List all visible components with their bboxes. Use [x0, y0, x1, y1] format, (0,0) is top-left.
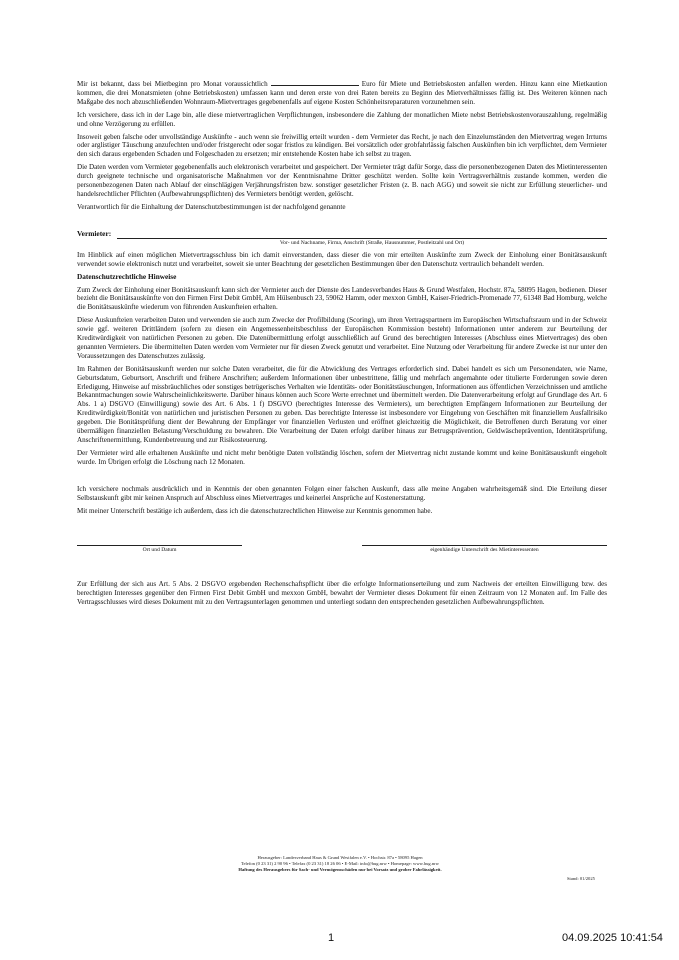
footer-contact: Telefon (0 23 31) 2 90 96 • Telefax (0 23 31) 18 26 06 • E-Mail: info@hug.nrw • Homepage: www.hug.nrw [241, 861, 439, 866]
landlord-field [77, 230, 607, 239]
rent-amount-blank[interactable] [271, 78, 359, 86]
landlord-input-line[interactable] [117, 230, 607, 239]
assurance-paragraph: Ich versichere nochmals ausdrücklich und in Kenntnis der oben genannten Folgen einer falschen Auskunft, dass alle meine Angaben wahrheitsgemäß sind. Die Erteilung dieser Selbstauskunft gibt mir keinen Anspruch auf Abschluss eines Mietvertrages und keinerlei Ansprüche auf Kostenerstattung. [77, 484, 607, 502]
signature-field[interactable] [362, 545, 607, 554]
consent-paragraph: Im Hinblick auf einen möglichen Mietvertragsschluss bin ich damit einverstanden, dass dieser die von mir erteilten Auskünfte zum Zweck der Einholung einer Bonitätsauskunft verwendet sowie elektronisch nutzt und verarbeitet, soweit sie unter Beachtung der gesetzlichen Bestimmungen über den Datenschutz vertraulich behandelt werden. [77, 250, 607, 268]
credit-check-paragraph: Zum Zweck der Einholung einer Bonitätsauskunft kann sich der Vermieter auch der Dienste des Landesverbandes Haus & Grund Westfalen, Hochstr. 87a, 58095 Hagen, bedienen. Dieser bezieht die Bonitätsauskünfte von den Firmen First Debit GmbH, Am Hülsenbusch 23, 59062 Hamm, oder mexxon GmbH, Kaiser-Friedrich-Promenade 77, 61348 Bad Homburg, welche die Bonitätsauskünfte wiederum von führenden Auskunfteien erhalten. [77, 285, 607, 312]
footer-publisher: Herausgeber: Landesverband Haus & Grund Westfalen e.V. • Hochstr. 87a • 58095 Hagen [257, 855, 423, 860]
document-body [77, 78, 607, 611]
credit-agencies-paragraph: Diese Auskunfteien verarbeiten Daten und verwenden sie auch zum Zwecke der Profilbildung (Scoring), um ihren Vertragspartnern im Europäischen Wirtschaftsraum und in der Schweiz sowie ggf. weiteren Drittländern (sofern zu diesen ein Angemessenheitsbeschluss der Europäischen Kommission besteht) Informationen unter anderem zur Beurteilung der Kreditwürdigkeit von natürlichen Personen zu geben. Die Datenübermittlung erfolgt ausschließlich auf Grund des berechtigten Interesses (Abschluss eines Mietvertrages) des oben genannten Vermieters. Die übermittelten Daten werden vom Vermieter nur für diesen Zweck genutzt und verarbeitet. Eine Nutzung oder Verarbeitung für andere Zwecke ist nur unter den Voraussetzungen des Datenschutzes zulässig. [77, 316, 607, 360]
obligation-paragraph: Ich versichere, dass ich in der Lage bin, alle diese mietvertraglichen Verpflichtungen, insbesondere die Zahlung der monatlichen Miete nebst Betriebskostenvorauszahlung, regelmäßig und ohne Verzögerung zu erfüllen. [77, 110, 607, 128]
rent-paragraph [77, 78, 607, 107]
signature-row [77, 545, 607, 554]
privacy-heading: Datenschutzrechtliche Hinweise [77, 271, 177, 281]
data-processing-paragraph: Im Rahmen der Bonitätsauskunft werden nur solche Daten verarbeitet, die für die Abwicklung des Vertrages erforderlich sind. Dabei handelt es sich um Personendaten, wie Name, Geburtsdatum, Geburtsort, Anschrift und frühere Anschriften; außerdem Informationen über unbestrittene, fällig und mehrfach angemahnte oder titulierte Forderungen sowie deren Erledigung, Hinweise auf missbräuchliches oder sonstiges betrügerisches Verhalten wie Identitäts- oder Bonitätstäuschungen, Informationen aus öffentlichen Verzeichnissen und amtliche Bekanntmachungen sowie Wahrscheinlichkeitswerte. Darüber hinaus können auch Score Werte errechnet und übermittelt werden. Die Datenverarbeitung erfolgt auf Grundlage des Art. 6 Abs. 1 a) DSGVO (Einwilligung) sowie des Art. 6 Abs. 1 f) DSGVO (berechtigtes Interesse des Vermieters), um berechtigten Empfängern Informationen zur Beurteilung der Kreditwürdigkeit/Bonität von natürlichen und juristischen Personen zu geben. Das berechtigte Interesse ist insbesondere vor Eingehung von Geschäften mit finanziellem Ausfallrisiko gegeben. Die Bonitätsprüfung dient der Bewahrung der Empfänger vor finanziellen Verlusten und eröffnet gleichzeitig die Möglichkeit, die Betroffenen durch Beratung vor einer übermäßigen finanziellen Belastung/Verschuldung zu bewahren. Die Verarbeitung der Daten erfolgt darüber hinaus zur Betrugsprävention, Geldwäscheprävention, Identitätsprüfung, Anschriftenermittlung, Kundenbetreuung und zur Risikosteuerung. [77, 364, 607, 444]
rent-text-before: Mir ist bekannt, dass bei Mietbeginn pro Monat voraussichtlich [77, 80, 268, 88]
version-stamp: Stand: 01/2025 [567, 876, 595, 881]
acknowledgement-paragraph: Mit meiner Unterschrift bestätige ich außerdem, dass ich die datenschutzrechtlichen Hinweise zur Kenntnis genommen habe. [77, 506, 433, 515]
scan-timestamp: 04.09.2025 10:41:54 [562, 932, 663, 944]
place-date-caption: Ort und Datum [77, 545, 242, 554]
publisher-footer [150, 855, 530, 873]
retention-paragraph: Zur Erfüllung der sich aus Art. 5 Abs. 2 DSGVO ergebenden Rechenschaftspflicht über die erfolgte Informationserteilung und zum Nachweis der erteilten Einwilligung bzw. des berechtigten Interesses gegenüber den Firmen First Debit GmbH und mexxon GmbH, bewahrt der Vermieter dieses Dokument für einen Zeitraum von 12 Monaten auf. Im Falle des Vertragsschlusses wird dieses Dokument mit zu den Vertragsunterlagen genommen und unterliegt sodann den entsprechenden gesetzlichen Aufbewahrungspflichten. [77, 580, 607, 607]
footer-liability: Haftung des Herausgebers für Sach- und Vermögensschäden nur bei Vorsatz und grober Fahrlässigkeit. [238, 867, 442, 872]
landlord-caption: Vor- und Nachname, Firma, Anschrift (Straße, Hausnummer, Postleitzahl und Ort) [279, 239, 465, 246]
place-date-field[interactable] [77, 545, 242, 554]
page-number: 1 [328, 932, 335, 944]
landlord-label: Vermieter: [77, 228, 112, 238]
signature-caption: eigenhändige Unterschrift des Mietinteressenten [362, 545, 607, 554]
data-storage-paragraph: Die Daten werden vom Vermieter gegebenenfalls auch elektronisch verarbeitet und gespeichert. Der Vermieter trägt dafür Sorge, dass die personenbezogenen Daten des Mietinteressenten durch geeignete technische und organisatorische Maßnahmen vor der Kenntnisnahme Dritter geschützt werden. Sollte kein Vertragsverhältnis zustande kommen, werden die personenbezogenen Daten nach Ablauf der einschlägigen Verjährungsfristen bzw. sonstiger gesetzlicher Fristen (z. B. nach AGG) und soweit sie nicht zur Erfüllung steuerlicher- und handelsrechtlicher Pflichten (Aufbewahrungspflichten) des Vermieters benötigt werden, gelöscht. [77, 163, 607, 198]
rent-text-after: Euro für Miete und Betriebskosten anfallen werden. Hinzu kann eine Mietkaution kommen, die drei Monatsmieten (ohne Betriebskosten) umfassen kann und deren erste von drei Raten bereits zu Beginn des Mietverhältnisses fällig ist. Des Weiteren können nach Maßgabe des noch abzuschließenden Wohnraum-Mietvertrages gegebenenfalls auf eigene Kosten Schönheitsreparaturen vorzunehmen sein. [77, 80, 607, 106]
deletion-paragraph: Der Vermieter wird alle erhaltenen Auskünfte und nicht mehr benötigte Daten vollständig löschen, sofern der Mietvertrag nicht zustande kommt und keine Bonitätsauskunft eingeholt wurde. Im Übrigen erfolgt die Löschung nach 12 Monaten. [77, 448, 607, 466]
false-info-paragraph: Insoweit geben falsche oder unvollständige Auskünfte - auch wenn sie freiwillig erteilt wurden - dem Vermieter das Recht, je nach den Einzelumständen den Mietvertrag wegen Irrtums oder arglistiger Täuschung anzufechten und/oder fristgerecht oder sogar fristlos zu kündigen. Bei vorsätzlich oder grobfahrlässig falschen Auskünften bin ich verpflichtet, dem Vermieter den sich daraus ergebenden Schaden und Folgeschaden zu ersetzen; mir entstehende Kosten habe ich selbst zu tragen. [77, 132, 607, 159]
responsible-paragraph: Verantwortlich für die Einhaltung der Datenschutzbestimmungen ist der nachfolgend genannte [77, 202, 346, 211]
